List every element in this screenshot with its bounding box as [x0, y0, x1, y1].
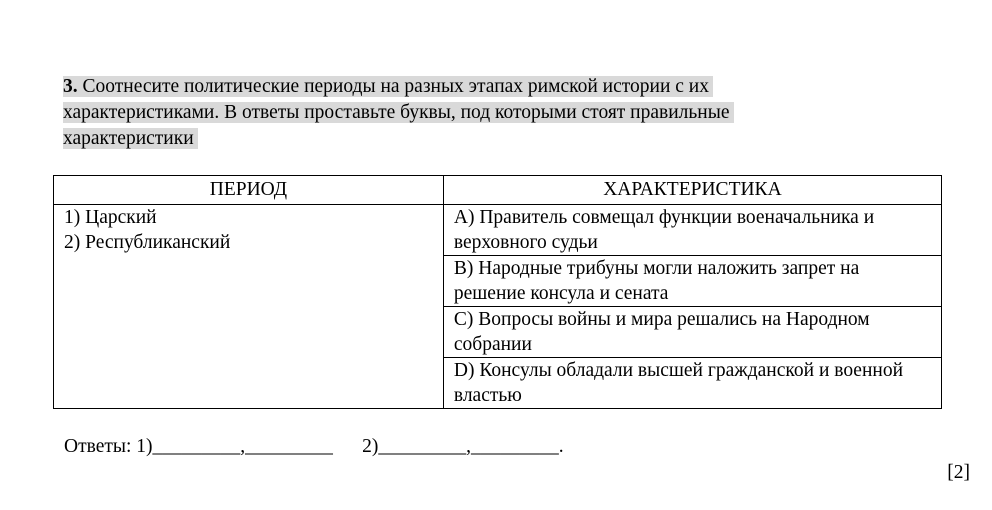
- characteristic-a: A) Правитель совмещал функции военачальника и верховного судьи: [443, 205, 941, 256]
- periods-cell: [54, 205, 444, 409]
- question-line-1: Соотнесите политические периоды на разных этапах римской истории с их: [82, 76, 709, 97]
- characteristic-d: D) Консулы обладали высшей гражданской и военной властью: [443, 358, 941, 409]
- characteristic-c: C) Вопросы войны и мира решались на Народном собрании: [443, 307, 941, 358]
- matching-table: [53, 175, 942, 409]
- characteristic-b: B) Народные трибуны могли наложить запрет на решение консула и сената: [443, 256, 941, 307]
- header-period: ПЕРИОД: [54, 176, 444, 205]
- question-text: [63, 74, 863, 152]
- score-mark: [2]: [947, 462, 970, 483]
- question-highlight: [63, 76, 734, 149]
- table-header-row: [54, 176, 942, 205]
- period-item-1: 1) Царский: [64, 207, 157, 228]
- question-line-3: характеристики: [63, 128, 194, 149]
- header-characteristic: ХАРАКТЕРИСТИКА: [443, 176, 941, 205]
- period-item-2: 2) Республиканский: [64, 232, 231, 253]
- question-number: 3.: [63, 76, 78, 97]
- answers-line: Ответы: 1)_________,_________ 2)_________,_________.: [64, 436, 564, 457]
- question-line-2: характеристиками. В ответы проставьте буквы, под которыми стоят правильные: [63, 102, 730, 123]
- table-row: [54, 205, 942, 256]
